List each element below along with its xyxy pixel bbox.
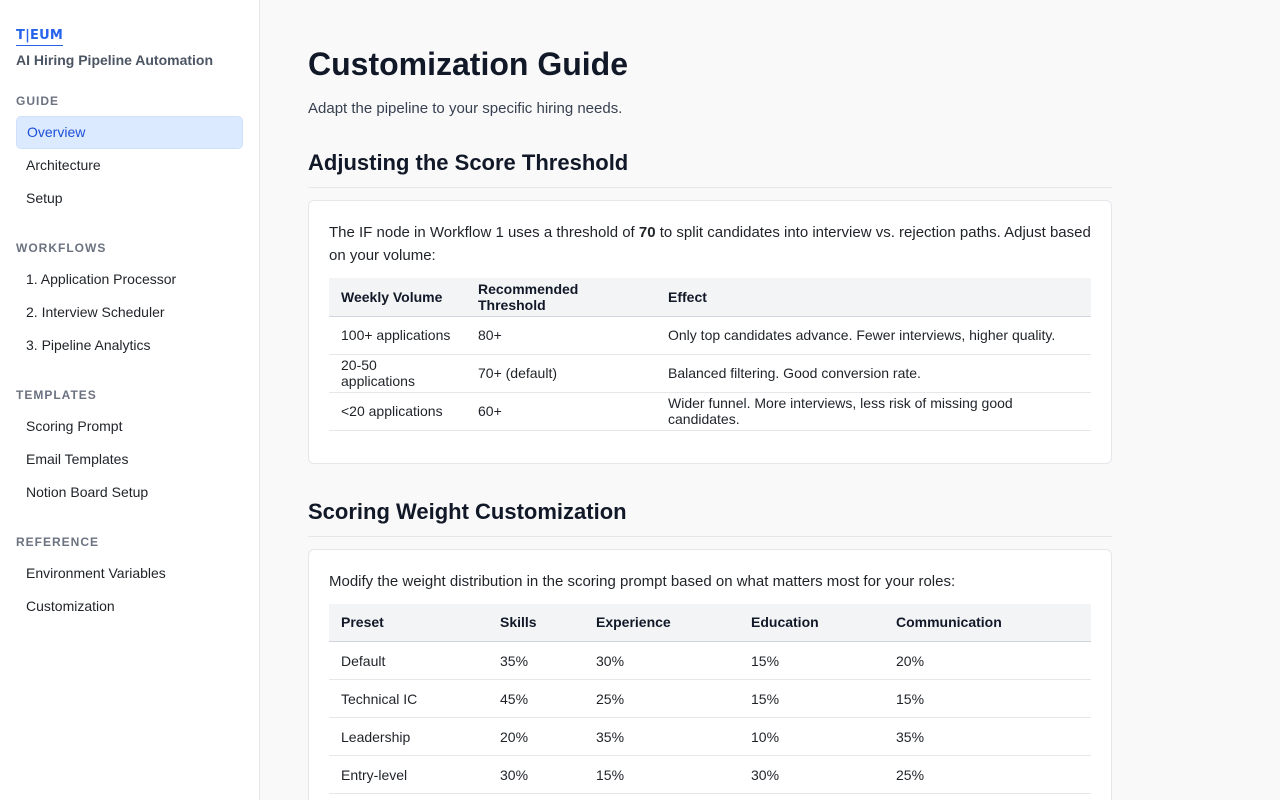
table-cell: Balanced filtering. Good conversion rate. <box>656 354 1091 392</box>
weights-card <box>308 549 1112 800</box>
sidebar <box>0 0 260 800</box>
table-cell: 30% <box>739 756 884 794</box>
sidebar-item-notion-board-setup[interactable]: Notion Board Setup <box>26 484 149 500</box>
table-cell: 45% <box>488 680 584 718</box>
page-subtitle: Adapt the pipeline to your specific hiring needs. <box>308 100 623 117</box>
nav-section-title: WORKFLOWS <box>16 241 107 255</box>
table-cell: 30% <box>584 642 739 680</box>
threshold-text-before: The IF node in Workflow 1 uses a threshold of <box>329 224 639 241</box>
weights-table <box>329 604 1091 795</box>
table-row <box>329 392 1091 430</box>
table-cell: 25% <box>584 680 739 718</box>
table-cell: 10% <box>739 718 884 756</box>
sidebar-item-email-templates[interactable]: Email Templates <box>26 451 129 467</box>
sidebar-item-environment-variables[interactable]: Environment Variables <box>26 565 166 581</box>
threshold-description <box>329 221 1091 267</box>
threshold-value: 70 <box>638 224 656 241</box>
sidebar-item-scoring-prompt[interactable]: Scoring Prompt <box>26 418 123 434</box>
nav-section-title: TEMPLATES <box>16 388 97 402</box>
sidebar-item-setup[interactable]: Setup <box>26 190 63 206</box>
table-cell: <20 applications <box>329 392 466 430</box>
nav-section-title: GUIDE <box>16 94 60 108</box>
page-title: Customization Guide <box>308 46 628 82</box>
brand-subtitle: AI Hiring Pipeline Automation <box>16 52 214 68</box>
table-cell: Entry-level <box>329 756 488 794</box>
table-cell: Default <box>329 642 488 680</box>
table-cell: 20% <box>884 642 1091 680</box>
sidebar-item-interview-scheduler[interactable]: 2. Interview Scheduler <box>26 304 165 320</box>
sidebar-item-application-processor[interactable]: 1. Application Processor <box>26 271 177 287</box>
table-cell: 15% <box>584 756 739 794</box>
section-title-weights: Scoring Weight Customization <box>308 498 1112 537</box>
table-cell: Only top candidates advance. Fewer interviews, higher quality. <box>656 316 1091 354</box>
nav-section-guide <box>16 94 243 215</box>
table-row <box>329 756 1091 794</box>
table-cell: 35% <box>884 718 1091 756</box>
column-header: Skills <box>488 604 584 642</box>
column-header: Weekly Volume <box>329 278 466 316</box>
table-cell: 35% <box>584 718 739 756</box>
column-header: Communication <box>884 604 1091 642</box>
table-row <box>329 354 1091 392</box>
table-cell: Technical IC <box>329 680 488 718</box>
column-header: Education <box>739 604 884 642</box>
main-content <box>260 0 1280 800</box>
column-header: Effect <box>656 278 1091 316</box>
table-cell: 15% <box>739 680 884 718</box>
table-cell: 20-50 applications <box>329 354 466 392</box>
threshold-table <box>329 278 1091 431</box>
table-cell: Wider funnel. More interviews, less risk of missing good candidates. <box>656 392 1091 430</box>
table-cell: 70+ (default) <box>466 354 656 392</box>
threshold-card <box>308 200 1112 464</box>
table-cell: Leadership <box>329 718 488 756</box>
table-header-row <box>329 604 1091 642</box>
weights-description: Modify the weight distribution in the scoring prompt based on what matters most for your roles: <box>329 572 956 590</box>
sidebar-item-customization[interactable]: Customization <box>26 598 115 614</box>
column-header: Preset <box>329 604 488 642</box>
table-cell: 15% <box>884 680 1091 718</box>
brand-logo-text[interactable]: T|EUM <box>16 28 63 46</box>
sidebar-item-pipeline-analytics[interactable]: 3. Pipeline Analytics <box>26 337 151 353</box>
sidebar-item-overview[interactable]: Overview <box>16 116 243 149</box>
threshold-text-after: to split candidates into interview vs. rejection paths. Adjust based on your volume: <box>329 224 1091 264</box>
table-cell: 80+ <box>466 316 656 354</box>
section-title-threshold: Adjusting the Score Threshold <box>308 149 1112 188</box>
column-header: Experience <box>584 604 739 642</box>
table-row <box>329 680 1091 718</box>
table-cell: 20% <box>488 718 584 756</box>
nav-section-templates <box>16 388 243 509</box>
sidebar-item-architecture[interactable]: Architecture <box>26 157 101 173</box>
table-header-row <box>329 278 1091 316</box>
table-cell: 30% <box>488 756 584 794</box>
nav-section-workflows <box>16 241 243 362</box>
table-cell: 15% <box>739 642 884 680</box>
table-row <box>329 642 1091 680</box>
brand-logo[interactable] <box>16 26 243 46</box>
table-cell: 25% <box>884 756 1091 794</box>
table-row <box>329 316 1091 354</box>
table-cell: 60+ <box>466 392 656 430</box>
table-cell: 35% <box>488 642 584 680</box>
table-row <box>329 718 1091 756</box>
table-cell: 100+ applications <box>329 316 466 354</box>
column-header: Recommended Threshold <box>466 278 656 316</box>
nav-section-title: REFERENCE <box>16 535 100 549</box>
nav-section-reference <box>16 535 243 623</box>
